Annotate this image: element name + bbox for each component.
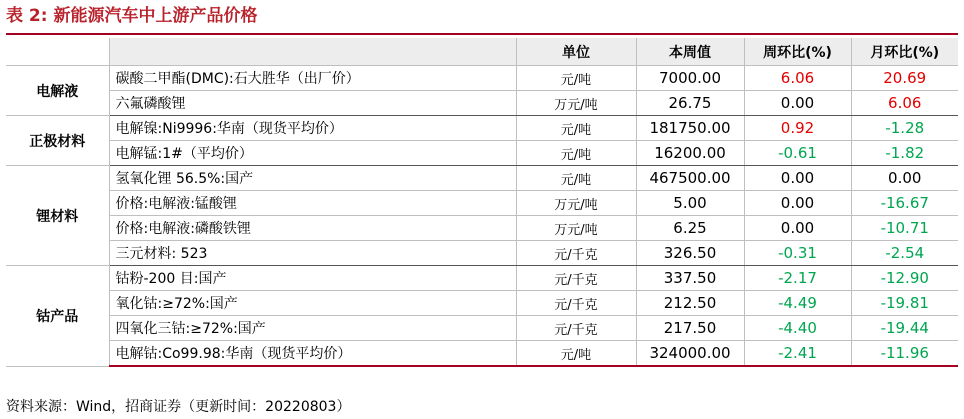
unit-cell: 元/吨	[516, 66, 636, 91]
wow-cell: 0.92	[744, 116, 851, 141]
table-row	[6, 91, 958, 116]
mom-cell: -1.82	[851, 141, 958, 166]
mom-cell: -16.67	[851, 191, 958, 216]
value-cell: 181750.00	[636, 116, 744, 141]
mom-cell: -2.54	[851, 241, 958, 266]
value-cell: 26.75	[636, 91, 744, 116]
product-name-cell: 电解钴:Co99.98:华南（现货平均价）	[109, 341, 516, 367]
header-mom: 月环比(%)	[851, 38, 958, 66]
unit-cell: 万元/吨	[516, 91, 636, 116]
product-name-cell: 电解锰:1#（平均价）	[109, 141, 516, 166]
wow-cell: -4.49	[744, 291, 851, 316]
table-row	[6, 291, 958, 316]
wow-cell: -0.31	[744, 241, 851, 266]
mom-cell: 6.06	[851, 91, 958, 116]
unit-cell: 元/千克	[516, 241, 636, 266]
mom-cell: -19.81	[851, 291, 958, 316]
category-cell: 正极材料	[6, 116, 109, 166]
table-row	[6, 341, 958, 367]
mom-cell: -10.71	[851, 216, 958, 241]
table-row	[6, 316, 958, 341]
unit-cell: 元/千克	[516, 291, 636, 316]
value-cell: 337.50	[636, 266, 744, 291]
mom-cell: 20.69	[851, 66, 958, 91]
source-note: 资料来源：Wind，招商证券（更新时间：20220803）	[6, 399, 351, 415]
header-row	[6, 38, 958, 66]
table-row	[6, 241, 958, 266]
value-cell: 326.50	[636, 241, 744, 266]
unit-cell: 元/吨	[516, 166, 636, 191]
header-category	[6, 38, 109, 66]
category-cell: 电解液	[6, 66, 109, 116]
header-value: 本周值	[636, 38, 744, 66]
category-cell: 钴产品	[6, 266, 109, 367]
mom-cell: 0.00	[851, 166, 958, 191]
product-name-cell: 钴粉-200 目:国产	[109, 266, 516, 291]
unit-cell: 元/吨	[516, 341, 636, 367]
table-row	[6, 141, 958, 166]
value-cell: 467500.00	[636, 166, 744, 191]
table-row	[6, 166, 958, 191]
category-cell: 锂材料	[6, 166, 109, 266]
title-rule	[6, 33, 958, 35]
wow-cell: 6.06	[744, 66, 851, 91]
mom-cell: -1.28	[851, 116, 958, 141]
wow-cell: 0.00	[744, 91, 851, 116]
value-cell: 5.00	[636, 191, 744, 216]
unit-cell: 元/千克	[516, 266, 636, 291]
value-cell: 16200.00	[636, 141, 744, 166]
mom-cell: -11.96	[851, 341, 958, 367]
value-cell: 324000.00	[636, 341, 744, 367]
value-cell: 7000.00	[636, 66, 744, 91]
table-row	[6, 66, 958, 91]
wow-cell: 0.00	[744, 166, 851, 191]
product-name-cell: 电解镍:Ni9996:华南（现货平均价）	[109, 116, 516, 141]
table-title: 表 2: 新能源汽车中上游产品价格	[6, 6, 258, 26]
mom-cell: -19.44	[851, 316, 958, 341]
value-cell: 6.25	[636, 216, 744, 241]
product-name-cell: 三元材料: 523	[109, 241, 516, 266]
header-wow: 周环比(%)	[744, 38, 851, 66]
wow-cell: 0.00	[744, 191, 851, 216]
table-row	[6, 191, 958, 216]
product-name-cell: 碳酸二甲酯(DMC):石大胜华（出厂价）	[109, 66, 516, 91]
wow-cell: -0.61	[744, 141, 851, 166]
product-name-cell: 六氟磷酸锂	[109, 91, 516, 116]
table-row	[6, 266, 958, 291]
unit-cell: 元/千克	[516, 316, 636, 341]
value-cell: 217.50	[636, 316, 744, 341]
product-name-cell: 四氧化三钴:≥72%:国产	[109, 316, 516, 341]
wow-cell: -2.41	[744, 341, 851, 367]
wow-cell: 0.00	[744, 216, 851, 241]
table-body	[6, 66, 958, 367]
product-name-cell: 氧化钴:≥72%:国产	[109, 291, 516, 316]
value-cell: 212.50	[636, 291, 744, 316]
table-row	[6, 116, 958, 141]
unit-cell: 元/吨	[516, 116, 636, 141]
wow-cell: -4.40	[744, 316, 851, 341]
product-name-cell: 价格:电解液:磷酸铁锂	[109, 216, 516, 241]
wow-cell: -2.17	[744, 266, 851, 291]
product-name-cell: 氢氧化锂 56.5%:国产	[109, 166, 516, 191]
unit-cell: 万元/吨	[516, 191, 636, 216]
unit-cell: 元/吨	[516, 141, 636, 166]
product-name-cell: 价格:电解液:锰酸锂	[109, 191, 516, 216]
table-row	[6, 216, 958, 241]
mom-cell: -12.90	[851, 266, 958, 291]
unit-cell: 万元/吨	[516, 216, 636, 241]
header-name	[109, 38, 516, 66]
header-unit: 单位	[516, 38, 636, 66]
price-table	[6, 38, 958, 367]
